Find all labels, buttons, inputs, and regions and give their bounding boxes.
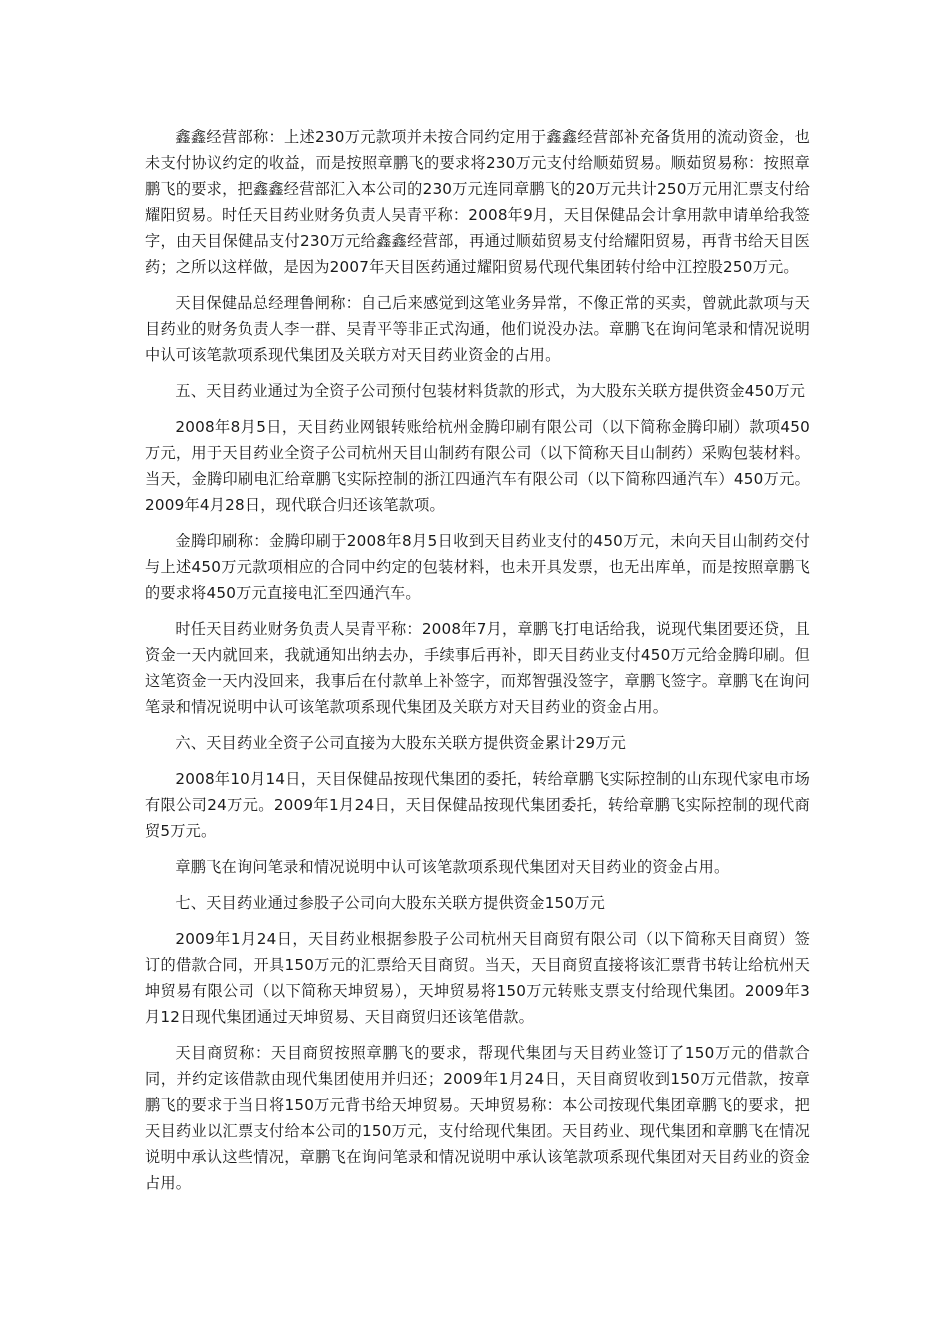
paragraph-xinxin-statement: 鑫鑫经营部称：上述230万元款项并未按合同约定用于鑫鑫经营部补充备货用的流动资金，也未支付协议约定的收益，而是按照章鹏飞的要求将230万元支付给顺茹贸易。顺茹贸易称：按照章鹏飞的要求，把鑫鑫经营部汇入本公司的230万元连同章鹏飞的20万元共计250万元用汇票支付给耀阳贸易。时任天目药业财务负责人吴青平称：2008年9月，天目保健品会计拿用款申请单给我签字，由天目保健品支付230万元给鑫鑫经营部，再通过顺茹贸易支付给耀阳贸易，再背书给天目医药；之所以这样做，是因为2007年天目医药通过耀阳贸易代现代集团转付给中江控股250万元。 — [145, 128, 810, 276]
paragraph-trade-company-loan: 2009年1月24日，天目药业根据参股子公司杭州天目商贸有限公司（以下简称天目商贸）签订的借款合同，开具150万元的汇票给天目商贸。当天，天目商贸直接将该汇票背书转让给杭州天坤贸易有限公司（以下简称天坤贸易），天坤贸易将150万元转账支票支付给现代集团。2009年3月12日现代集团通过天坤贸易、天目商贸归还该笔借款。 — [145, 930, 810, 1026]
section-heading-six: 六、天目药业全资子公司直接为大股东关联方提供资金累计29万元 — [175, 734, 626, 752]
paragraph-zhang-acknowledgement: 章鹏飞在询问笔录和情况说明中认可该笔款项系现代集团对天目药业的资金占用。 — [175, 858, 730, 876]
paragraph-jinteng-transfer: 2008年8月5日，天目药业网银转账给杭州金腾印刷有限公司（以下简称金腾印刷）款项450万元，用于天目药业全资子公司杭州天目山制药有限公司（以下简称天目山制药）采购包装材料。当天，金腾印刷电汇给章鹏飞实际控制的浙江四通汽车有限公司（以下简称四通汽车）450万元。2009年4月28日，现代联合归还该笔款项。 — [145, 418, 810, 514]
section-heading-five: 五、天目药业通过为全资子公司预付包装材料货款的形式，为大股东关联方提供资金450万元 — [175, 382, 806, 400]
paragraph-finance-head-statement: 时任天目药业财务负责人吴青平称：2008年7月，章鹏飞打电话给我，说现代集团要还贷，且资金一天内就回来，我就通知出纳去办，手续事后再补，即天目药业支付450万元给金腾印刷。但这笔资金一天内没回来，我事后在付款单上补签字，而郑智强没签字，章鹏飞签字。章鹏飞在询问笔录和情况说明中认可该笔款项系现代集团及关联方对天目药业的资金占用。 — [145, 620, 810, 716]
paragraph-trade-company-statement: 天目商贸称：天目商贸按照章鹏飞的要求，帮现代集团与天目药业签订了150万元的借款合同，并约定该借款由现代集团使用并归还；2009年1月24日，天目商贸收到150万元借款，按章鹏飞的要求于当日将150万元背书给天坤贸易。天坤贸易称：本公司按现代集团章鹏飞的要求，把天目药业以汇票支付给本公司的150万元，支付给现代集团。天目药业、现代集团和章鹏飞在情况说明中承认这些情况，章鹏飞在询问笔录和情况说明中承认该笔款项系现代集团对天目药业的资金占用。 — [145, 1044, 810, 1192]
paragraph-jinteng-statement: 金腾印刷称：金腾印刷于2008年8月5日收到天目药业支付的450万元，未向天目山制药交付与上述450万元款项相应的合同中约定的包装材料，也未开具发票，也无出库单，而是按照章鹏飞的要求将450万元直接电汇至四通汽车。 — [145, 532, 810, 602]
paragraph-health-products-transfer: 2008年10月14日，天目保健品按现代集团的委托，转给章鹏飞实际控制的山东现代家电市场有限公司24万元。2009年1月24日，天目保健品按现代集团委托，转给章鹏飞实际控制的现代商贸5万元。 — [145, 770, 810, 840]
section-heading-seven: 七、天目药业通过参股子公司向大股东关联方提供资金150万元 — [175, 894, 606, 912]
document-page — [145, 124, 810, 1206]
paragraph-general-manager-statement: 天目保健品总经理鲁闸称：自己后来感觉到这笔业务异常，不像正常的买卖，曾就此款项与天目药业的财务负责人李一群、吴青平等非正式沟通，他们说没办法。章鹏飞在询问笔录和情况说明中认可该笔款项系现代集团及关联方对天目药业资金的占用。 — [145, 294, 810, 364]
